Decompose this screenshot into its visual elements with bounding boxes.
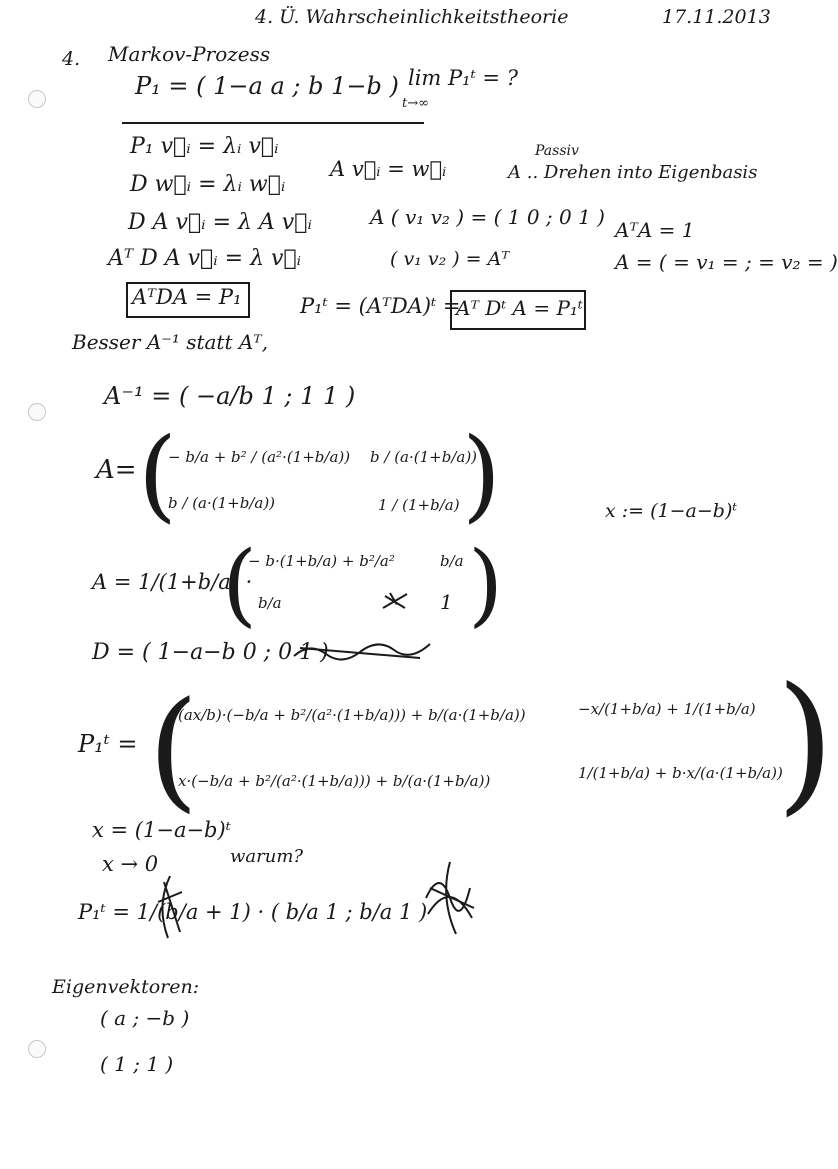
pt-big-right-paren: ) [776,656,835,830]
besser-note: Besser A⁻¹ statt Aᵀ, [72,330,269,354]
pt-final: P₁ᵗ = 1/(b/a + 1) · ( b/a 1 ; b/a 1 ) [78,900,428,924]
a-fact-left-paren: ( [222,532,258,637]
a-fact-r2c2: 1 [440,590,453,614]
a-factored-prefix: A = 1/(1+b/a) · [92,570,253,594]
a-inverse: A⁻¹ = ( −a/b 1 ; 1 1 ) [104,382,356,410]
page-date: 17.11.2013 [662,6,771,28]
eigenvector-2: ( 1 ; 1 ) [100,1052,174,1076]
a-rows-eq: A = ( = v₁ = ; = v₂ = ) [615,250,838,274]
pt-big-r2c2: 1/(1+b/a) + b·x/(a·(1+b/a)) [578,764,783,782]
limit-question: lim P₁ᵗ = ? [408,66,518,90]
eigen-eq-3: D A v⃗ᵢ = λ A v⃗ᵢ [128,210,312,235]
boxed-result-1-text: AᵀDA = P₁ [132,285,242,309]
a-big-label: A= [96,455,137,485]
divider-rule [122,122,424,124]
crossed-out-scribble [150,872,190,942]
a-fact-r2c1: b/a [258,594,282,612]
a-fact-right-paren: ) [468,532,504,637]
section-title: Markov-Prozess [108,42,271,66]
rotation-note: A .. Drehen into Eigenbasis [508,162,758,183]
eigen-eq-4: Aᵀ D A v⃗ᵢ = λ v⃗ᵢ [108,246,302,271]
a-big-r2c2: 1 / (1+b/a) [378,496,460,514]
a-big-right-paren: ) [462,416,502,533]
a-fact-r1c1: − b·(1+b/a) + b²/a² [248,552,395,570]
a-vectors-eq: A ( v₁ v₂ ) = ( 1 0 ; 0 1 ) [370,205,605,229]
p1-definition: P₁ = ( 1−a a ; b 1−b ) [135,72,399,100]
rotation-eq: A v⃗ᵢ = w⃗ᵢ [330,157,447,181]
punch-hole [28,90,46,108]
a-big-r1c1: − b/a + b² / (a²·(1+b/a)) [168,448,351,466]
crossed-out-scribble [380,590,410,612]
limit-subscript: t→∞ [402,96,429,111]
a-fact-r1c2: b/a [440,552,464,570]
x-definition-2: x = (1−a−b)ᵗ [92,818,231,842]
punch-hole [28,1040,46,1058]
eigenvectors-title: Eigenvektoren: [52,976,200,998]
pt-big-lhs: P₁ᵗ = [78,730,138,758]
a-transpose-eq: ( v₁ v₂ ) = Aᵀ [390,248,510,270]
a-big-r2c1: b / (a·(1+b/a)) [168,494,276,512]
x-definition: x := (1−a−b)ᵗ [605,500,738,522]
warum-note: warum? [230,846,304,867]
passiv-note: Passiv [535,143,579,159]
pt-big-left-paren: ( [148,673,199,825]
page-title: 4. Ü. Wahrscheinlichkeitstheorie [255,6,569,28]
eigen-eq-1: P₁ v⃗ᵢ = λᵢ v⃗ᵢ [130,134,279,159]
orthogonal-eq: AᵀA = 1 [615,218,695,242]
pt-big-r1c2: −x/(1+b/a) + 1/(1+b/a) [578,700,756,718]
eigen-eq-2: D w⃗ᵢ = λᵢ w⃗ᵢ [130,172,286,197]
power-eq: P₁ᵗ = (AᵀDA)ᵗ = [300,294,461,318]
pt-big-r1c1: (ax/b)·(−b/a + b²/(a²·(1+b/a))) + b/(a·(1+b/a)) [178,706,526,724]
eigenvector-1: ( a ; −b ) [100,1006,190,1030]
boxed-result-2-text: Aᵀ Dᵗ A = P₁ᵗ [456,296,583,320]
a-big-left-paren: ( [138,416,178,533]
crossed-out-scribble [290,636,435,666]
punch-hole [28,403,46,421]
x-limit: x → 0 [102,852,159,876]
pt-big-r2c1: x·(−b/a + b²/(a²·(1+b/a))) + b/(a·(1+b/a)) [178,772,491,790]
crossed-out-scribble [420,858,480,938]
a-big-r1c2: b / (a·(1+b/a)) [370,448,478,466]
d-definition: D = ( 1−a−b 0 ; 0 1 ) [92,640,329,665]
section-number: 4. [62,48,81,70]
